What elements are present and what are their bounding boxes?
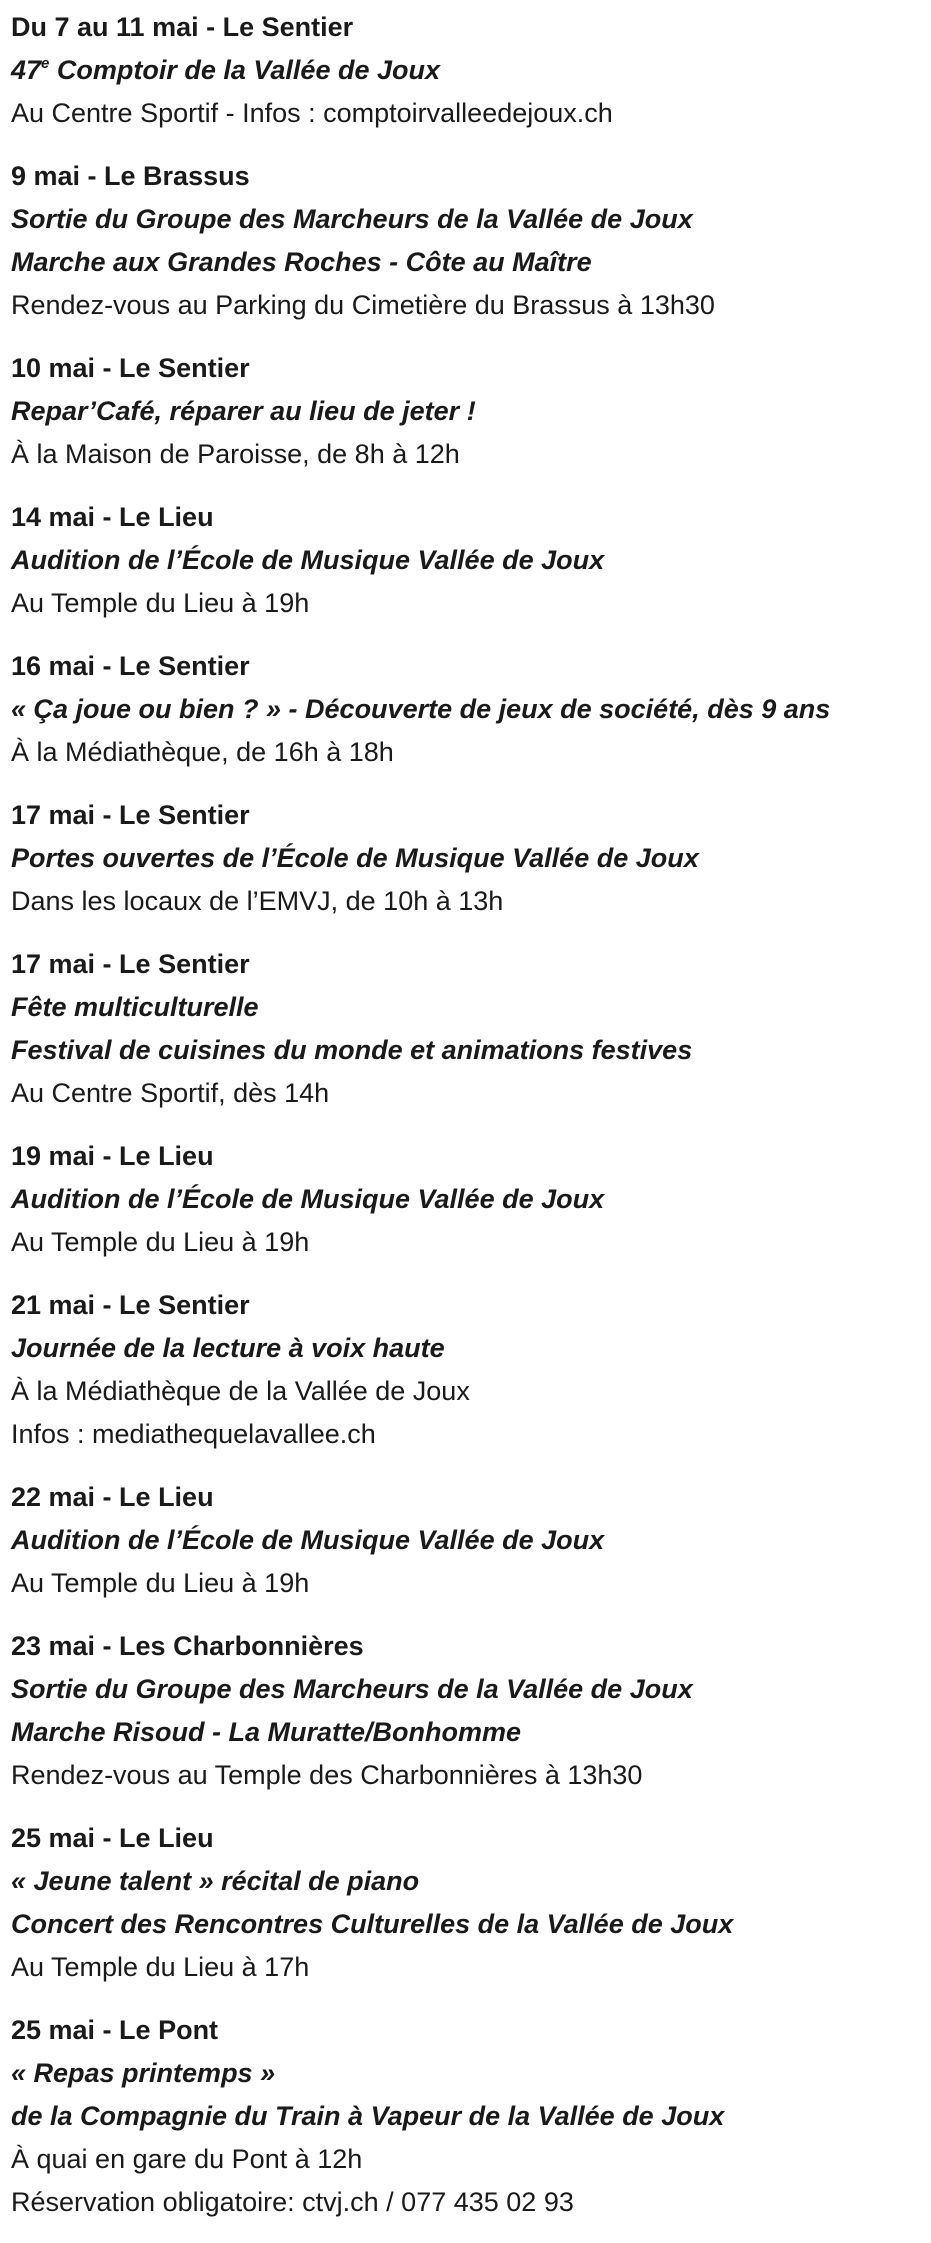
- event-date: 19 mai - Le Lieu: [11, 1141, 214, 1171]
- event-date: 14 mai - Le Lieu: [11, 502, 214, 532]
- event-subtitle: Concert des Rencontres Culturelles de la Vallée de Joux: [11, 1909, 734, 1939]
- event-info-reservation: Réservation obligatoire: ctvj.ch / 077 435 02 93: [11, 2187, 574, 2217]
- event-info-link: Infos : mediathequelavallee.ch: [11, 1419, 376, 1449]
- event-title: « Ça joue ou bien ? » - Découverte de jeux de société, dès 9 ans: [11, 694, 831, 724]
- event-info: Au Temple du Lieu à 19h: [11, 1568, 310, 1598]
- event-date: 22 mai - Le Lieu: [11, 1482, 214, 1512]
- event-info: À quai en gare du Pont à 12h: [11, 2144, 363, 2174]
- event-info: Au Centre Sportif - Infos : comptoirvalleedejoux.ch: [11, 98, 613, 128]
- event-entry: [11, 1135, 931, 1264]
- event-date: 25 mai - Le Lieu: [11, 1823, 214, 1853]
- event-date: 17 mai - Le Sentier: [11, 949, 250, 979]
- event-date: Du 7 au 11 mai - Le Sentier: [11, 12, 354, 42]
- event-info: À la Médiathèque de la Vallée de Joux: [11, 1376, 470, 1406]
- event-date: 17 mai - Le Sentier: [11, 800, 250, 830]
- event-entry: [11, 794, 931, 923]
- event-title: Repar’Café, réparer au lieu de jeter !: [11, 396, 476, 426]
- event-info: Au Temple du Lieu à 17h: [11, 1952, 310, 1982]
- event-date: 21 mai - Le Sentier: [11, 1290, 250, 1320]
- event-title: Fête multiculturelle: [11, 992, 259, 1022]
- event-entry: [11, 496, 931, 625]
- event-entry: [11, 2009, 931, 2224]
- event-info: Dans les locaux de l’EMVJ, de 10h à 13h: [11, 886, 504, 916]
- event-date: 9 mai - Le Brassus: [11, 161, 250, 191]
- event-title: Audition de l’École de Musique Vallée de Joux: [11, 1184, 605, 1214]
- event-date: 16 mai - Le Sentier: [11, 651, 250, 681]
- event-title: Sortie du Groupe des Marcheurs de la Vallée de Joux: [11, 1674, 693, 1704]
- event-info: Au Temple du Lieu à 19h: [11, 1227, 310, 1257]
- event-title: Sortie du Groupe des Marcheurs de la Vallée de Joux: [11, 204, 693, 234]
- event-info: À la Médiathèque, de 16h à 18h: [11, 737, 394, 767]
- event-info: Au Temple du Lieu à 19h: [11, 588, 310, 618]
- event-title: Audition de l’École de Musique Vallée de Joux: [11, 1525, 605, 1555]
- event-date: 10 mai - Le Sentier: [11, 353, 250, 383]
- event-subtitle: Marche Risoud - La Muratte/Bonhomme: [11, 1717, 522, 1747]
- event-title: [11, 49, 931, 92]
- event-entry: [11, 347, 931, 476]
- event-subtitle: de la Compagnie du Train à Vapeur de la Vallée de Joux: [11, 2101, 725, 2131]
- event-title: « Jeune talent » récital de piano: [11, 1866, 420, 1896]
- event-info: Au Centre Sportif, dès 14h: [11, 1078, 330, 1108]
- event-entry: [11, 645, 931, 774]
- event-info: Rendez-vous au Temple des Charbonnières à 13h30: [11, 1760, 643, 1790]
- event-title: Audition de l’École de Musique Vallée de Joux: [11, 545, 605, 575]
- event-date: 23 mai - Les Charbonnières: [11, 1631, 364, 1661]
- event-date: 25 mai - Le Pont: [11, 2015, 219, 2045]
- event-title: Portes ouvertes de l’École de Musique Vallée de Joux: [11, 843, 699, 873]
- event-title-text: Comptoir de la Vallée de Joux: [49, 55, 440, 85]
- event-title-ordinal: e: [41, 55, 50, 72]
- event-entry: [11, 6, 931, 135]
- event-title-number: 47: [11, 55, 42, 85]
- event-title: Journée de la lecture à voix haute: [11, 1333, 445, 1363]
- event-title: « Repas printemps »: [11, 2058, 276, 2088]
- event-entry: [11, 155, 931, 327]
- event-subtitle: Marche aux Grandes Roches - Côte au Maître: [11, 247, 592, 277]
- event-info: À la Maison de Paroisse, de 8h à 12h: [11, 439, 460, 469]
- event-entry: [11, 1625, 931, 1797]
- event-entry: [11, 943, 931, 1115]
- event-entry: [11, 1476, 931, 1605]
- event-subtitle: Festival de cuisines du monde et animations festives: [11, 1035, 693, 1065]
- event-info: Rendez-vous au Parking du Cimetière du Brassus à 13h30: [11, 290, 715, 320]
- event-entry: [11, 1817, 931, 1989]
- event-entry: [11, 1284, 931, 1456]
